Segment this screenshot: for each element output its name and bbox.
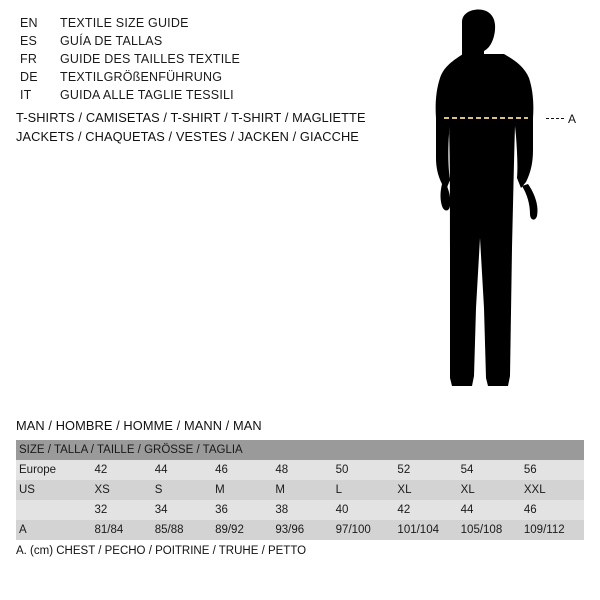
cell: 44 xyxy=(458,500,521,520)
language-row-it xyxy=(20,88,380,106)
cell: 42 xyxy=(394,500,457,520)
cell: XL xyxy=(394,480,457,500)
language-text: GUIDE DES TAILLES TEXTILE xyxy=(60,52,241,66)
cell: 48 xyxy=(272,460,332,480)
language-code: EN xyxy=(20,16,38,30)
cell: L xyxy=(333,480,395,500)
silhouette-icon xyxy=(400,8,600,408)
row-label xyxy=(16,500,91,520)
cell: 50 xyxy=(333,460,395,480)
language-row-es xyxy=(20,34,380,52)
cell: 40 xyxy=(333,500,395,520)
cell: S xyxy=(152,480,212,500)
language-row-de xyxy=(20,70,380,88)
table-row xyxy=(16,460,584,480)
cell: 85/88 xyxy=(152,520,212,540)
cell: 81/84 xyxy=(91,520,151,540)
measurement-footnote: A. (cm) CHEST / PECHO / POITRINE / TRUHE / PETTO xyxy=(16,545,307,557)
category-jackets: JACKETS / CHAQUETAS / VESTES / JACKEN / GIACCHE xyxy=(16,129,359,144)
cell: 38 xyxy=(272,500,332,520)
cell: 89/92 xyxy=(212,520,272,540)
cell: 101/104 xyxy=(394,520,457,540)
language-text: TEXTILE SIZE GUIDE xyxy=(60,16,189,30)
cell: 36 xyxy=(212,500,272,520)
cell: 54 xyxy=(458,460,521,480)
cell: 93/96 xyxy=(272,520,332,540)
row-label: US xyxy=(16,480,91,500)
category-list xyxy=(16,110,436,148)
size-table xyxy=(16,440,584,540)
table-header-label: SIZE / TALLA / TAILLE / GRÖSSE / TAGLIA xyxy=(16,440,584,460)
cell: M xyxy=(272,480,332,500)
cell: 46 xyxy=(212,460,272,480)
language-code: IT xyxy=(20,88,32,102)
language-text: GUÍA DE TALLAS xyxy=(60,34,163,48)
language-text: TEXTILGRÖßENFÜHRUNG xyxy=(60,70,223,84)
table-header-row xyxy=(16,440,584,460)
table-row xyxy=(16,480,584,500)
measure-leader-line xyxy=(546,118,564,119)
language-text: GUIDA ALLE TAGLIE TESSILI xyxy=(60,88,234,102)
cell: 46 xyxy=(521,500,584,520)
language-row-fr xyxy=(20,52,380,70)
cell: XL xyxy=(458,480,521,500)
cell: 42 xyxy=(91,460,151,480)
cell: XXL xyxy=(521,480,584,500)
cell: 32 xyxy=(91,500,151,520)
category-tshirts: T-SHIRTS / CAMISETAS / T-SHIRT / T-SHIRT / MAGLIETTE xyxy=(16,110,366,125)
cell: 56 xyxy=(521,460,584,480)
cell: M xyxy=(212,480,272,500)
language-code: ES xyxy=(20,34,38,48)
row-label: A xyxy=(16,520,91,540)
section-heading-man: MAN / HOMBRE / HOMME / MANN / MAN xyxy=(16,418,262,433)
cell: 34 xyxy=(152,500,212,520)
language-list xyxy=(20,16,380,106)
cell: 44 xyxy=(152,460,212,480)
cell: XS xyxy=(91,480,151,500)
cell: 52 xyxy=(394,460,457,480)
male-silhouette-figure xyxy=(400,8,600,408)
cell: 105/108 xyxy=(458,520,521,540)
language-code: FR xyxy=(20,52,38,66)
table-row xyxy=(16,520,584,540)
cell: 97/100 xyxy=(333,520,395,540)
language-row-en xyxy=(20,16,380,34)
table-row xyxy=(16,500,584,520)
measure-label-a: A xyxy=(568,112,577,126)
cell: 109/112 xyxy=(521,520,584,540)
row-label: Europe xyxy=(16,460,91,480)
language-code: DE xyxy=(20,70,38,84)
